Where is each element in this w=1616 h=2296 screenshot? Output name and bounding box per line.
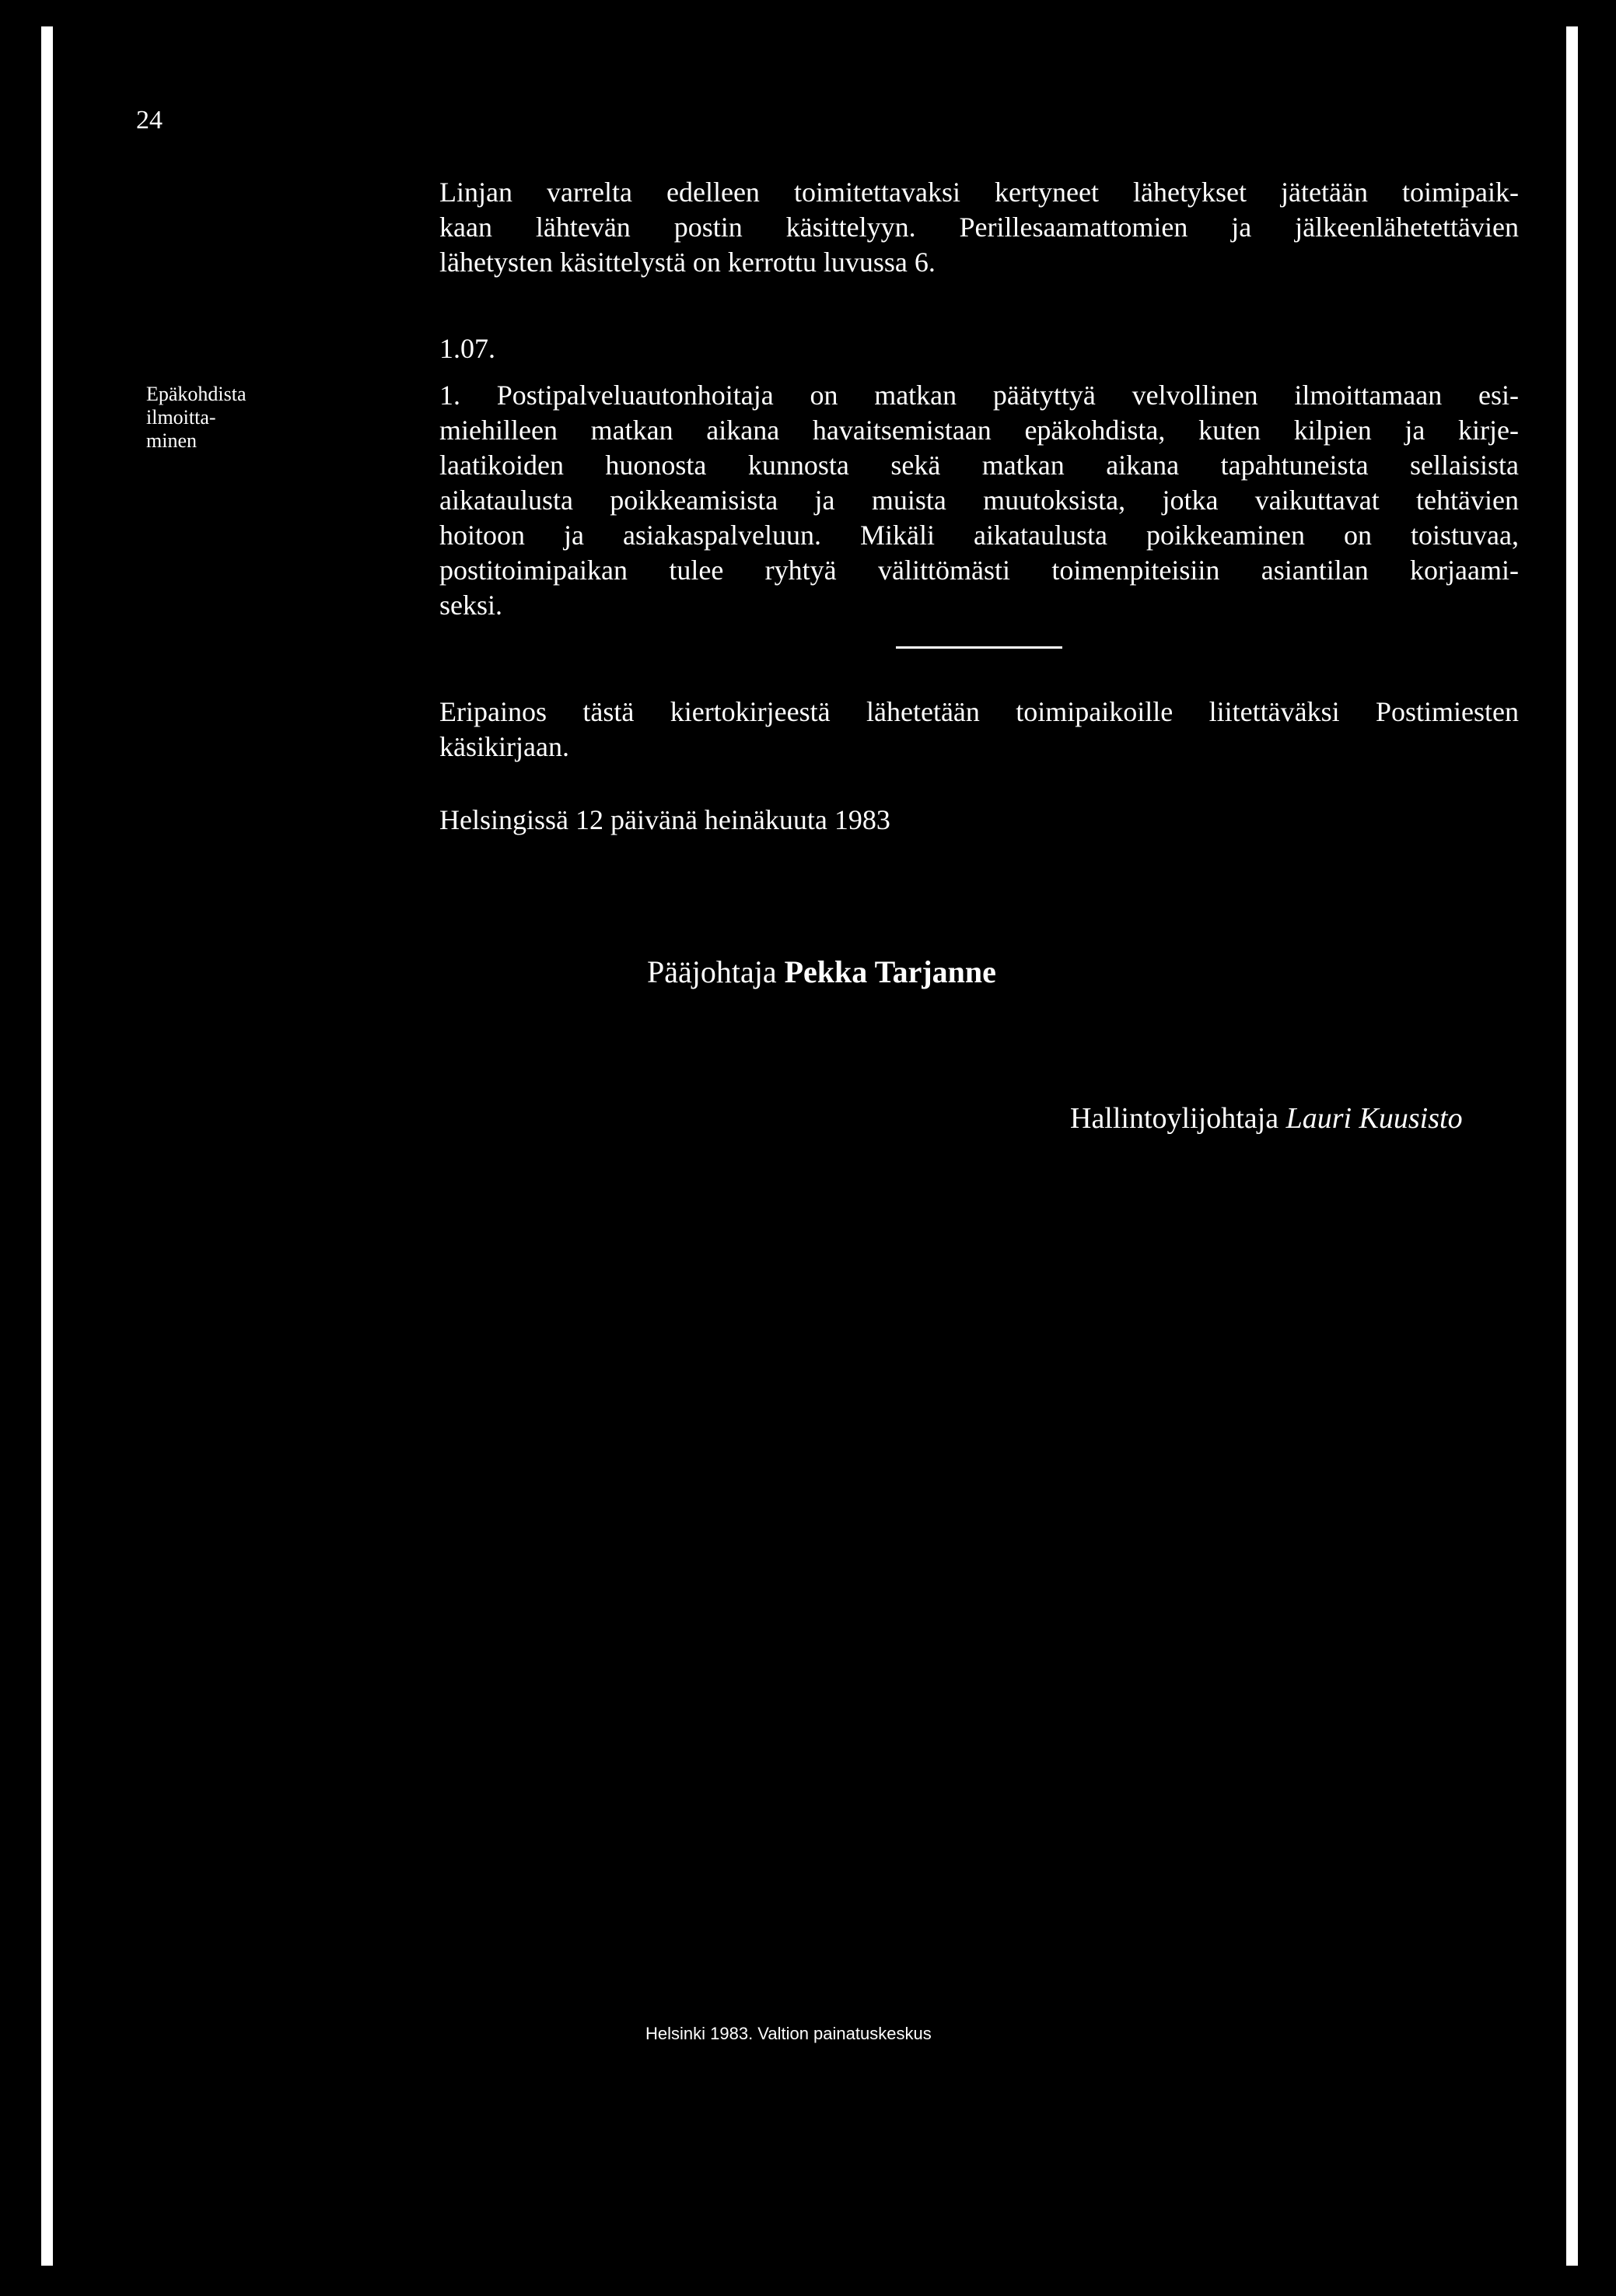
signatory-title: Pääjohtaja [647, 954, 777, 989]
imprint: Helsinki 1983. Valtion painatuskeskus [645, 2024, 932, 2043]
section-paragraph [439, 378, 1519, 623]
text-line: kaan lähtevän postin käsittelyyn. Perillesaamattomien ja jälkeenlähetettävien [439, 212, 1519, 243]
signature-block-2 [1070, 1100, 1463, 1137]
text-line: Linjan varrelta edelleen toimitettavaksi kertyneet lähetykset jätetään toimipaik- [439, 177, 1519, 208]
text-line: postitoimipaikan tulee ryhtyä välittömästi toimenpiteisiin asiantilan korjaami- [439, 555, 1519, 586]
intro-paragraph [439, 175, 1519, 280]
side-note-line: Epäkohdista ilmoitta- [146, 383, 247, 429]
distribution-note [439, 695, 1519, 765]
section-number: 1.07. [439, 333, 495, 364]
signatory-name: Lauri Kuusisto [1285, 1102, 1463, 1135]
side-note-line: minen [146, 429, 197, 452]
section-divider [896, 646, 1062, 649]
scan-border-left [41, 26, 53, 2266]
signatory-title: Hallintoylijohtaja [1070, 1102, 1279, 1135]
page-number: 24 [136, 106, 163, 135]
text-line: seksi. [439, 590, 502, 621]
signature-block-1 [647, 954, 996, 991]
place-date: Helsingissä 12 päivänä heinäkuuta 1983 [439, 804, 890, 835]
text-line: miehilleen matkan aikana havaitsemistaan epäkohdista, kuten kilpien ja kirje- [439, 415, 1519, 446]
signatory-name: Pekka Tarjanne [784, 954, 996, 989]
text-line: lähetysten käsittelystä on kerrottu luvussa 6. [439, 247, 936, 278]
text-line: aikataulusta poikkeamisista ja muista muutoksista, jotka vaikuttavat tehtävien [439, 485, 1519, 516]
scan-border-right [1566, 26, 1578, 2266]
text-line: hoitoon ja asiakaspalveluun. Mikäli aikataulusta poikkeaminen on toistuvaa, [439, 520, 1519, 551]
side-note [146, 383, 302, 453]
text-line: käsikirjaan. [439, 731, 569, 762]
text-line: laatikoiden huonosta kunnosta sekä matkan aikana tapahtuneista sellaisista [439, 450, 1519, 481]
text-line: Eripainos tästä kiertokirjeestä lähetetään toimipaikoille liitettäväksi Postimiesten [439, 696, 1519, 727]
text-line: 1. Postipalveluautonhoitaja on matkan päätyttyä velvollinen ilmoittamaan esi- [439, 380, 1519, 411]
